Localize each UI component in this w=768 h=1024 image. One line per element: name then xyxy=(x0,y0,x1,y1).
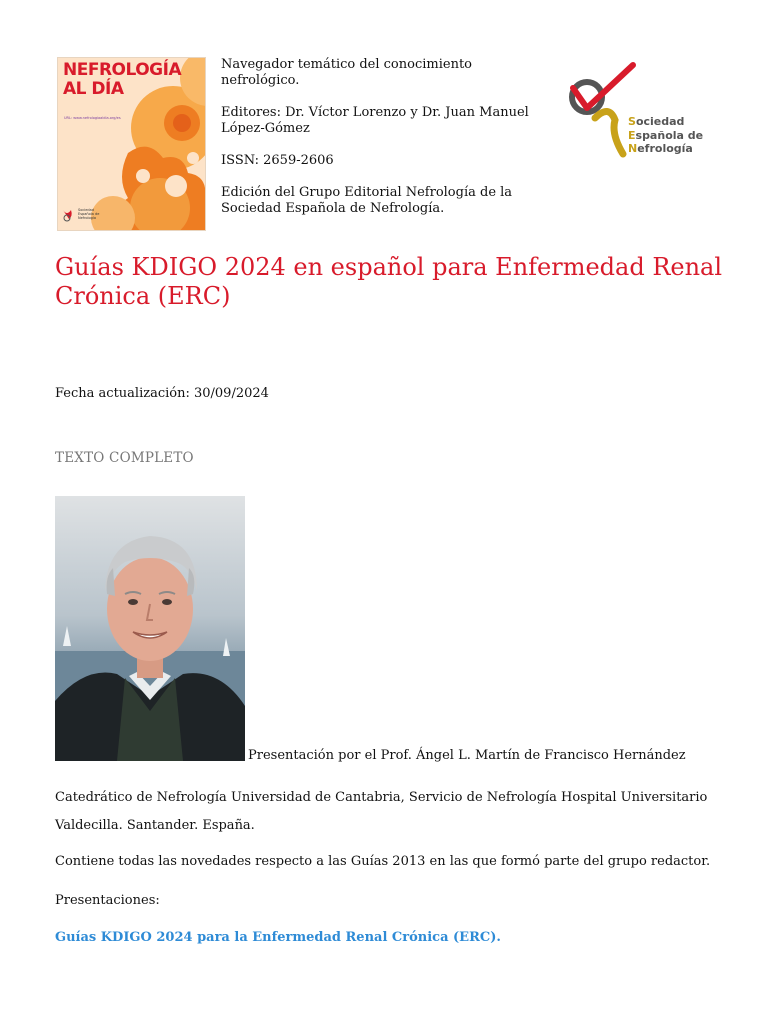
cover-logo-line-1: Sociedad xyxy=(78,208,95,212)
journal-info xyxy=(221,57,551,233)
author-affiliation: Catedrático de Nefrología Universidad de Cantabria, Servicio de Nefrología Hospital Universitario Valdecilla. Santander. España. xyxy=(55,790,708,833)
society-logo-initial: N xyxy=(628,142,638,155)
society-logo-line-3 xyxy=(628,142,703,156)
society-logo-word: spañola de xyxy=(635,128,704,142)
society-logo-text xyxy=(628,115,703,156)
novelties-text: Contiene todas las novedades respecto a las Guías 2013 en las que formó parte del grupo redactor. xyxy=(55,854,711,869)
page-title: Guías KDIGO 2024 en español para Enfermedad Renal Crónica (ERC) xyxy=(55,253,723,310)
society-logo-word: ociedad xyxy=(635,115,685,128)
page-header xyxy=(0,0,768,240)
society-logo-word: efrología xyxy=(637,142,693,155)
author-photo xyxy=(55,496,245,761)
society-logo-line-2 xyxy=(628,129,703,143)
cover-title-line-1: NEFROLOGÍA xyxy=(63,60,182,80)
photo-caption: Presentación por el Prof. Ángel L. Martín de Francisco Hernández xyxy=(248,748,686,763)
cover-logo-line-3: Nefrología xyxy=(78,216,96,220)
journal-editors: Editores: Dr. Víctor Lorenzo y Dr. Juan Manuel López-Gómez xyxy=(221,105,529,136)
journal-edition: Edición del Grupo Editorial Nefrología de la Sociedad Española de Nefrología. xyxy=(221,185,513,216)
society-logo-initial: S xyxy=(628,115,636,128)
cover-title-line-2: AL DÍA xyxy=(63,79,124,99)
journal-description: Navegador temático del conocimiento nefrológico. xyxy=(221,57,472,88)
journal-cover-image xyxy=(57,57,206,231)
cover-title xyxy=(63,61,181,99)
presentations-label: Presentaciones: xyxy=(55,893,160,908)
cover-logo-line-2: Española de xyxy=(78,212,100,216)
society-logo-line-1 xyxy=(628,115,703,129)
cover-society-text xyxy=(78,208,99,220)
update-date: Fecha actualización: 30/09/2024 xyxy=(55,386,269,401)
cover-url: URL: www.nefrologiaaldia.org/es xyxy=(64,116,121,120)
presentation-link[interactable]: Guías KDIGO 2024 para la Enfermedad Renal Crónica (ERC). xyxy=(55,930,501,945)
society-logo-initial: E xyxy=(628,128,636,142)
full-text-link[interactable]: TEXTO COMPLETO xyxy=(55,450,194,466)
journal-issn: ISSN: 2659-2606 xyxy=(221,153,334,168)
